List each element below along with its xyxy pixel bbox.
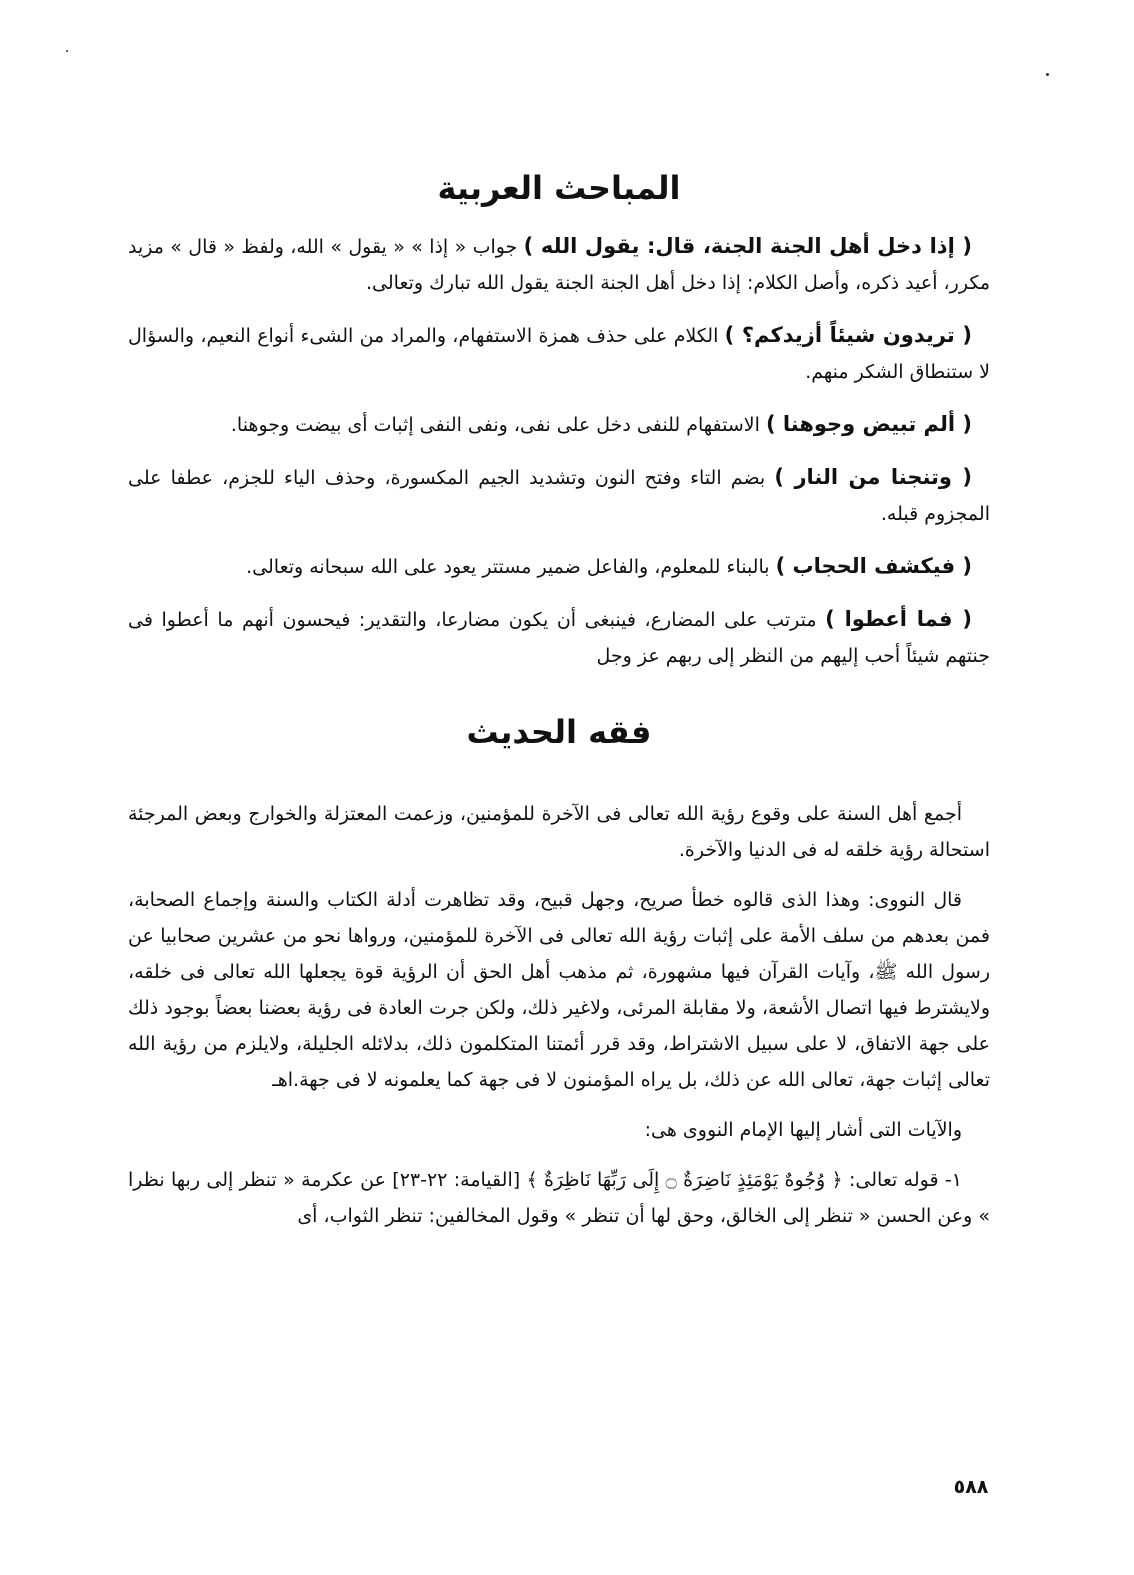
paragraph: قال النووى: وهذا الذى قالوه خطأ صريح، وجهل قبيح، وقد تظاهرت أدلة الكتاب والسنة وإجماع الصحابة، فمن بعدهم من سلف الأمة على إثبات رؤية الله تعالى فى الآخرة للمؤمنين، ورواها نحو من عشرين صحابيا عن رسول الله ﷺ، وآيات القرآن فيها مشهورة، ثم مذهب أهل الحق أن الرؤية قوة يجعلها الله تعالى فى خلقه، ولايشترط فيها اتصال الأشعة، ولا مقابلة المرئى، ولاغير ذلك، ولكن جرت العادة فى رؤية بعضنا بعضاً بوجود ذلك على جهة الاتفاق، لا على سبيل الاشتراط، وقد قرر أئمتنا المتكلمون ذلك، بدلائله الجليلة، ولايلزم من رؤية الله تعالى إثبات جهة، تعالى الله عن ذلك، بل يراه المؤمنون لا فى جهة كما يعلمونه لا فى جهة.اهـ [128, 889, 990, 1091]
section-title-arabic-topics: المباحث العربية [437, 169, 681, 207]
entry [128, 459, 990, 532]
page-number: ٥٨٨ [953, 1476, 989, 1498]
entry [128, 601, 990, 674]
entry-term: ( إذا دخل أهل الجنة الجنة، قال: يقول الله ) [523, 234, 973, 258]
entry-term: ( وتنجنا من النار ) [774, 465, 973, 489]
entry-term: ( فما أعطوا ) [825, 607, 972, 631]
entry [128, 548, 990, 585]
entry-text: الاستفهام للنفى دخل على نفى، ونفى النفى إثبات أى بيضت وجوهنا. [230, 414, 760, 436]
entry [128, 317, 990, 390]
page-body [128, 160, 990, 1248]
paragraph: ١- قوله تعالى: ﴿ وُجُوهٌ يَوْمَئِذٍ نَاضِرَةٌ ۝ إِلَى رَبِّهَا نَاظِرَةٌ ﴾ [القيامة: ٢٢-٢٣] عن عكرمة « تنظر إلى ربها نظرا » وعن الحسن « تنظر إلى الخالق، وحق لها أن تنظر » وقول المخالفين: تنظر الثواب، أى [128, 1169, 990, 1227]
scan-speck [66, 50, 68, 52]
entry [128, 228, 990, 301]
entry-text: مترتب على المضارع، فينبغى أن يكون مضارعا، والتقدير: فيحسون أنهم ما أعطوا فى جنتهم شيئاً أحب إليهم من النظر إلى ربهم عز وجل [128, 609, 990, 667]
entry-text: بالبناء للمعلوم، والفاعل ضمير مستتر يعود على الله سبحانه وتعالى. [246, 556, 770, 578]
entry-text: الكلام على حذف همزة الاستفهام، والمراد من الشىء أنواع النعيم، والسؤال لا ستنطاق الشكر منهم. [128, 325, 990, 383]
entry-term: ( تريدون شيئاً أزيدكم؟ ) [724, 323, 972, 347]
scan-speck [1046, 73, 1049, 76]
entry [128, 406, 990, 443]
entry-text: بضم التاء وفتح النون وتشديد الجيم المكسورة، وحذف الياء للجزم، عطفا على المجزوم قبله. [128, 467, 990, 525]
section-title-hadith-jurisprudence: فقه الحديث [466, 713, 652, 751]
paragraph: والآيات التى أشار إليها الإمام النووى هى: [644, 1119, 962, 1141]
entry-text: جواب « إذا » « يقول » الله، ولفظ « قال » مزيد مكرر، أعيد ذكره، وأصل الكلام: إذا دخل أهل الجنة الجنة يقول الله تبارك وتعالى. [128, 236, 990, 294]
entry-term: ( فيكشف الحجاب ) [775, 554, 972, 578]
paragraph: أجمع أهل السنة على وقوع رؤية الله تعالى فى الآخرة للمؤمنين، وزعمت المعتزلة والخوارج وبعض المرجئة استحالة رؤية خلقه له فى الدنيا والآخرة. [128, 803, 990, 861]
entry-term: ( ألم تبيض وجوهنا ) [765, 412, 972, 436]
